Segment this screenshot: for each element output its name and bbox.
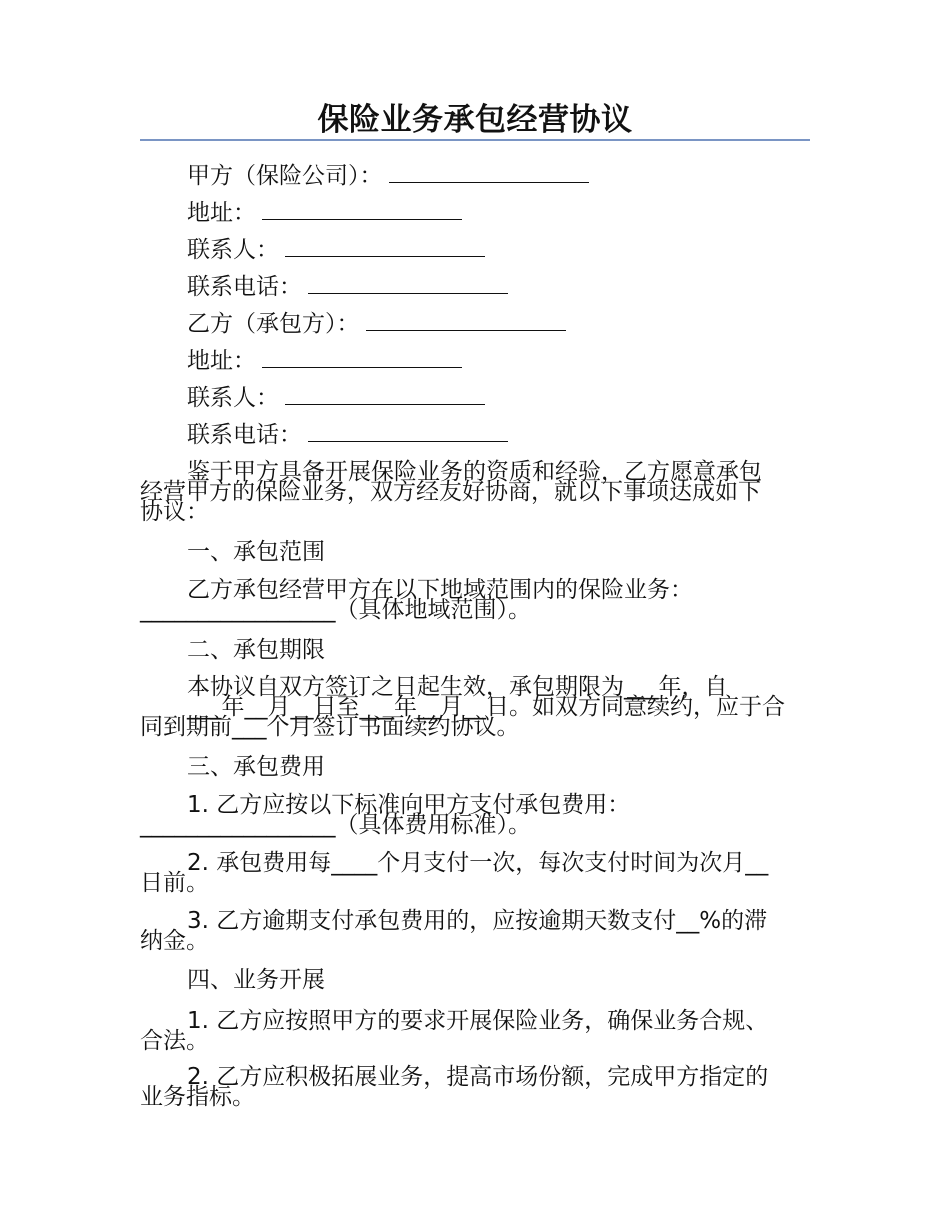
party-b-contact-label: 联系人： xyxy=(187,385,279,411)
section-1-heading: 一、承包范围 xyxy=(187,539,325,565)
party-b-contact-blank xyxy=(285,382,485,405)
section-4-item-1-line-1: 1. 乙方应按照甲方的要求开展保险业务，确保业务合规、 xyxy=(187,1008,769,1034)
section-2-heading: 二、承包期限 xyxy=(187,637,325,663)
party-a-contact-line xyxy=(187,234,485,264)
section-2-line-2: ___年__月__日至___年__月__日。如双方同意续约，应于合 xyxy=(187,694,785,720)
section-4-item-2-line-2: 业务指标。 xyxy=(140,1084,255,1110)
section-4-item-2-line-1: 2. 乙方应积极拓展业务，提高市场份额，完成甲方指定的 xyxy=(187,1064,769,1090)
intro-paragraph xyxy=(140,459,812,525)
party-b-address-blank xyxy=(262,345,462,368)
party-a-label: 甲方（保险公司）： xyxy=(187,163,383,189)
party-a-phone-label: 联系电话： xyxy=(187,274,302,300)
section-3-item-2 xyxy=(140,850,812,896)
title-underline xyxy=(140,139,810,141)
party-b-blank xyxy=(366,308,566,331)
party-b-phone-line xyxy=(187,419,508,449)
party-a-address-label: 地址： xyxy=(187,200,256,226)
party-a-blank xyxy=(389,160,589,183)
section-1-line-2: _________________（具体地域范围）。 xyxy=(140,597,531,623)
section-2-line-3: 同到期前___个月签订书面续约协议。 xyxy=(140,714,520,740)
section-4-item-2 xyxy=(140,1064,812,1110)
party-b-line xyxy=(187,308,566,338)
section-3-item-3-line-2: 纳金。 xyxy=(140,928,209,954)
section-4-heading: 四、业务开展 xyxy=(187,967,325,993)
party-a-phone-line xyxy=(187,271,508,301)
section-3-item-1-line-2: _________________（具体费用标准）。 xyxy=(140,812,531,838)
section-4-item-1 xyxy=(140,1008,812,1054)
party-b-address-line xyxy=(187,345,462,375)
section-3-heading: 三、承包费用 xyxy=(187,754,325,780)
party-b-phone-label: 联系电话： xyxy=(187,422,302,448)
party-a-contact-blank xyxy=(285,234,485,257)
party-b-contact-line xyxy=(187,382,485,412)
section-3-item-2-line-2: 日前。 xyxy=(140,870,209,896)
section-1-line-1: 乙方承包经营甲方在以下地域范围内的保险业务： xyxy=(187,577,693,603)
intro-line-1: 鉴于甲方具备开展保险业务的资质和经验，乙方愿意承包 xyxy=(187,459,762,485)
party-b-phone-blank xyxy=(308,419,508,442)
section-3-item-3-line-1: 3. 乙方逾期支付承包费用的，应按逾期天数支付__%的滞 xyxy=(187,908,768,934)
document-title: 保险业务承包经营协议 xyxy=(317,102,633,138)
section-2-paragraph xyxy=(140,674,812,740)
section-1-paragraph xyxy=(140,577,812,623)
party-a-line xyxy=(187,160,589,190)
section-3-item-3 xyxy=(140,908,812,954)
section-3-item-1 xyxy=(140,792,812,838)
section-4-item-1-line-2: 合法。 xyxy=(140,1028,209,1054)
party-b-address-label: 地址： xyxy=(187,348,256,374)
party-a-contact-label: 联系人： xyxy=(187,237,279,263)
party-b-label: 乙方（承包方）： xyxy=(187,311,360,337)
section-2-line-1: 本协议自双方签订之日起生效，承包期限为___年，自 xyxy=(187,674,728,700)
intro-line-2: 经营甲方的保险业务，双方经友好协商，就以下事项达成如下 xyxy=(140,479,761,505)
party-a-address-line xyxy=(187,197,462,227)
party-a-address-blank xyxy=(262,197,462,220)
intro-line-3: 协议： xyxy=(140,499,209,525)
section-3-item-1-line-1: 1. 乙方应按以下标准向甲方支付承包费用： xyxy=(187,792,631,818)
party-a-phone-blank xyxy=(308,271,508,294)
section-3-item-2-line-1: 2. 承包费用每____个月支付一次，每次支付时间为次月__ xyxy=(187,850,769,876)
